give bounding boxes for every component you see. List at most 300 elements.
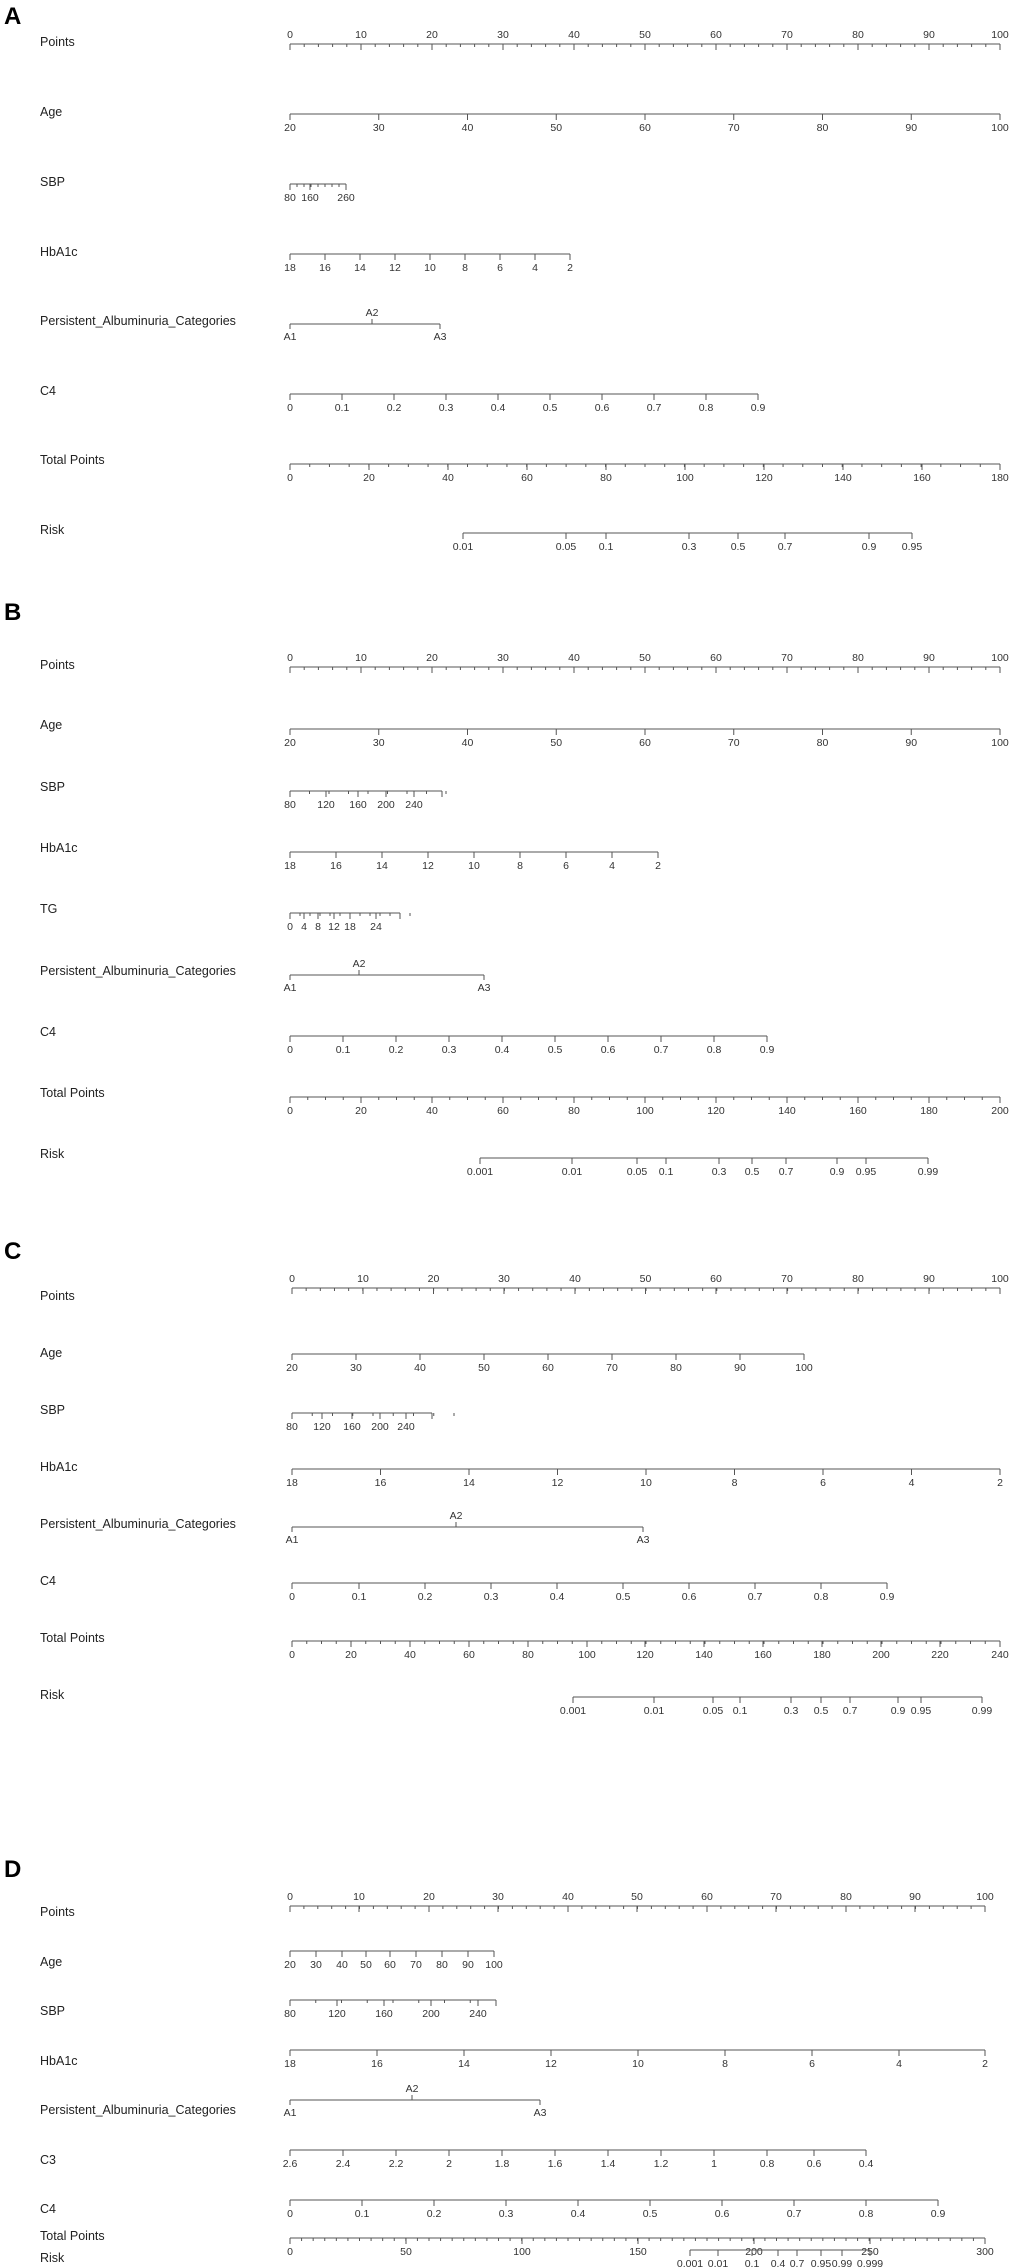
tick-label: 0.99 — [971, 1705, 993, 1717]
tick-label: 120 — [636, 1649, 654, 1661]
tick-label: 0.2 — [426, 2208, 442, 2220]
tick-label: 0.4 — [858, 2158, 874, 2170]
panel-a — [4, 3, 1009, 553]
tick-label: 90 — [462, 1959, 474, 1971]
nomogram-row — [40, 1086, 1009, 1117]
tick-label: A1 — [285, 1534, 299, 1546]
tick-label: 2.4 — [335, 2158, 351, 2170]
tick-label: 40 — [568, 652, 580, 664]
tick-label: 2 — [982, 2058, 988, 2070]
row-label: Points — [40, 1289, 75, 1303]
tick-label: 80 — [284, 799, 296, 811]
tick-label: 0.4 — [770, 2258, 786, 2268]
tick-label: 0.5 — [744, 1166, 760, 1178]
tick-label: 14 — [354, 262, 366, 274]
tick-label: 90 — [923, 652, 935, 664]
nomogram-row — [40, 245, 573, 274]
tick-label: 0.99 — [831, 2258, 853, 2268]
tick-label: 8 — [462, 262, 468, 274]
tick-label: 0.3 — [711, 1166, 727, 1178]
row-label: Persistent_Albuminuria_Categories — [40, 1517, 236, 1531]
tick-label: 6 — [563, 860, 569, 872]
nomogram-row — [40, 29, 1009, 50]
tick-label: 6 — [809, 2058, 815, 2070]
tick-label: 0.9 — [759, 1044, 775, 1056]
tick-label: A2 — [352, 958, 366, 970]
nomogram-row — [40, 1403, 454, 1433]
tick-label: 10 — [424, 262, 436, 274]
tick-label: 220 — [931, 1649, 949, 1661]
panel-letter: B — [4, 599, 22, 626]
row-label: Persistent_Albuminuria_Categories — [40, 314, 236, 328]
tick-label: A1 — [283, 331, 297, 343]
tick-label: 180 — [920, 1105, 938, 1117]
tick-label: 90 — [734, 1362, 746, 1374]
tick-label: 100 — [578, 1649, 596, 1661]
tick-label: 30 — [310, 1959, 322, 1971]
tick-label: 10 — [468, 860, 480, 872]
nomogram-row — [40, 902, 410, 933]
tick-label: 90 — [923, 1273, 935, 1285]
tick-label: 0.2 — [417, 1591, 433, 1603]
tick-label: 1.8 — [494, 2158, 510, 2170]
tick-label: 0.5 — [615, 1591, 631, 1603]
tick-label: 0.7 — [777, 541, 793, 553]
nomogram-row — [40, 1460, 1003, 1489]
nomogram-row — [40, 2200, 945, 2220]
tick-label: 4 — [301, 921, 307, 933]
row-label: HbA1c — [40, 245, 78, 259]
tick-label: A3 — [433, 331, 447, 343]
tick-label: 18 — [284, 860, 296, 872]
nomogram-row — [40, 2229, 994, 2258]
row-label: HbA1c — [40, 841, 78, 855]
tick-label: 18 — [344, 921, 356, 933]
tick-label: 0 — [287, 1044, 293, 1056]
tick-label: 0.4 — [570, 2208, 586, 2220]
tick-label: 80 — [284, 2008, 296, 2020]
tick-label: 0.6 — [681, 1591, 697, 1603]
tick-label: 180 — [813, 1649, 831, 1661]
tick-label: 40 — [414, 1362, 426, 1374]
tick-label: 80 — [852, 1273, 864, 1285]
tick-label: 30 — [492, 1891, 504, 1903]
tick-label: 16 — [374, 1477, 387, 1489]
tick-label: 80 — [284, 192, 296, 204]
tick-label: 0.7 — [646, 402, 662, 414]
row-label: TG — [40, 902, 58, 916]
tick-label: 0.6 — [714, 2208, 730, 2220]
panel-d — [4, 1856, 994, 2268]
tick-label: 18 — [284, 2058, 296, 2070]
row-label: SBP — [40, 175, 66, 189]
tick-label: 120 — [707, 1105, 725, 1117]
tick-label: 10 — [355, 29, 367, 41]
tick-label: 120 — [313, 1421, 331, 1433]
tick-label: 100 — [991, 1273, 1009, 1285]
tick-label: 2 — [997, 1477, 1003, 1489]
tick-label: 40 — [336, 1959, 348, 1971]
tick-label: 0.1 — [354, 2208, 370, 2220]
tick-label: 90 — [905, 737, 918, 749]
tick-label: 70 — [410, 1959, 422, 1971]
tick-label: 0.2 — [386, 402, 402, 414]
tick-label: 30 — [497, 29, 509, 41]
tick-label: 50 — [550, 122, 563, 134]
tick-label: 20 — [284, 737, 296, 749]
tick-label: 0 — [287, 1105, 293, 1117]
panel-letter: C — [4, 1238, 22, 1265]
tick-label: 100 — [991, 737, 1009, 749]
tick-label: 0.9 — [890, 1705, 906, 1717]
tick-label: 14 — [376, 860, 388, 872]
tick-label: 160 — [375, 2008, 393, 2020]
tick-label: 0.95 — [901, 541, 923, 553]
row-label: Risk — [40, 2251, 65, 2265]
tick-label: 0 — [287, 472, 293, 484]
tick-label: 200 — [377, 799, 395, 811]
row-label: Total Points — [40, 453, 105, 467]
tick-label: 0 — [287, 2246, 293, 2258]
tick-label: 0 — [287, 2208, 293, 2220]
row-label: Points — [40, 1905, 75, 1919]
tick-label: 30 — [372, 737, 385, 749]
tick-label: 0.95 — [810, 2258, 832, 2268]
tick-label: 30 — [498, 1273, 510, 1285]
tick-label: A2 — [405, 2083, 419, 2095]
tick-label: 4 — [896, 2058, 902, 2070]
tick-label: 1.6 — [547, 2158, 563, 2170]
tick-label: 40 — [461, 737, 474, 749]
tick-label: 0.3 — [783, 1705, 799, 1717]
tick-label: 100 — [513, 2246, 531, 2258]
nomogram-row — [40, 2083, 547, 2119]
tick-label: 0.4 — [549, 1591, 565, 1603]
nomogram-row — [40, 1510, 650, 1546]
tick-label: 200 — [745, 2246, 763, 2258]
tick-label: 60 — [384, 1959, 396, 1971]
tick-label: 60 — [710, 652, 722, 664]
tick-label: 8 — [722, 2058, 728, 2070]
tick-label: 12 — [389, 262, 401, 274]
tick-label: 10 — [355, 652, 367, 664]
tick-label: 30 — [372, 122, 385, 134]
tick-label: A3 — [636, 1534, 650, 1546]
tick-label: 0.8 — [698, 402, 714, 414]
row-label: Persistent_Albuminuria_Categories — [40, 964, 236, 978]
row-label: C3 — [40, 2153, 56, 2167]
row-label: Persistent_Albuminuria_Categories — [40, 2103, 236, 2117]
tick-label: 0.6 — [594, 402, 610, 414]
row-label: Total Points — [40, 1631, 105, 1645]
nomogram-row — [40, 175, 355, 204]
tick-label: 12 — [551, 1477, 564, 1489]
tick-label: 60 — [639, 737, 651, 749]
tick-label: 50 — [631, 1891, 643, 1903]
panel-c — [4, 1238, 1009, 1717]
tick-label: 10 — [353, 1891, 365, 1903]
tick-label: 70 — [770, 1891, 782, 1903]
tick-label: 30 — [350, 1362, 362, 1374]
tick-label: 70 — [727, 737, 740, 749]
tick-label: 0 — [289, 1273, 295, 1285]
tick-label: 60 — [542, 1362, 554, 1374]
tick-label: 1.2 — [653, 2158, 669, 2170]
tick-label: 2 — [655, 860, 661, 872]
tick-label: 250 — [861, 2246, 879, 2258]
tick-label: 200 — [991, 1105, 1009, 1117]
tick-label: 0.8 — [813, 1591, 829, 1603]
tick-label: 80 — [816, 122, 829, 134]
tick-label: 0.7 — [842, 1705, 858, 1717]
tick-label: 30 — [497, 652, 509, 664]
tick-label: 70 — [781, 652, 793, 664]
row-label: Total Points — [40, 1086, 105, 1100]
tick-label: 18 — [284, 262, 296, 274]
tick-label: 0 — [287, 402, 293, 414]
tick-label: 1 — [711, 2158, 717, 2170]
tick-label: 40 — [442, 472, 454, 484]
tick-label: 160 — [754, 1649, 772, 1661]
tick-label: A2 — [449, 1510, 463, 1522]
tick-label: 0.5 — [547, 1044, 563, 1056]
nomogram-row — [40, 1891, 994, 1919]
row-label: HbA1c — [40, 1460, 78, 1474]
tick-label: 60 — [710, 1273, 722, 1285]
tick-label: 70 — [781, 29, 793, 41]
tick-label: 100 — [991, 652, 1009, 664]
row-label: SBP — [40, 2004, 66, 2018]
tick-label: 2 — [446, 2158, 452, 2170]
tick-label: 20 — [426, 652, 438, 664]
tick-label: 70 — [606, 1362, 618, 1374]
tick-label: 40 — [426, 1105, 438, 1117]
tick-label: 0.1 — [732, 1705, 748, 1717]
tick-label: 160 — [349, 799, 367, 811]
tick-label: 50 — [550, 737, 563, 749]
tick-label: 0.8 — [706, 1044, 722, 1056]
tick-label: 0.01 — [452, 541, 474, 553]
tick-label: 0.9 — [861, 541, 877, 553]
tick-label: 0.7 — [789, 2258, 805, 2268]
tick-label: 0.01 — [707, 2258, 729, 2268]
nomogram-row — [40, 780, 446, 811]
tick-label: 8 — [517, 860, 523, 872]
tick-label: 0.99 — [917, 1166, 939, 1178]
tick-label: 12 — [328, 921, 340, 933]
nomogram-row — [40, 1025, 774, 1056]
tick-label: 0.9 — [930, 2208, 946, 2220]
tick-label: 24 — [370, 921, 382, 933]
tick-label: 50 — [478, 1362, 490, 1374]
tick-label: 14 — [463, 1477, 475, 1489]
nomogram-row — [40, 718, 1009, 749]
tick-label: 300 — [976, 2246, 994, 2258]
tick-label: 0 — [287, 921, 293, 933]
row-label: HbA1c — [40, 2054, 78, 2068]
tick-label: 40 — [404, 1649, 416, 1661]
tick-label: 0.7 — [786, 2208, 802, 2220]
tick-label: 0.8 — [858, 2208, 874, 2220]
tick-label: 4 — [908, 1477, 915, 1489]
tick-label: 0.95 — [855, 1166, 877, 1178]
tick-label: 0 — [287, 29, 293, 41]
tick-label: 10 — [632, 2058, 644, 2070]
tick-label: 50 — [400, 2246, 412, 2258]
tick-label: 4 — [609, 860, 615, 872]
tick-label: 200 — [371, 1421, 389, 1433]
row-label: C4 — [40, 2202, 56, 2216]
tick-label: 0.3 — [441, 1044, 457, 1056]
tick-label: 240 — [469, 2008, 487, 2020]
nomogram-row — [40, 1147, 938, 1178]
tick-label: 0.3 — [483, 1591, 499, 1603]
tick-label: 0.3 — [498, 2208, 514, 2220]
tick-label: 0.9 — [750, 402, 766, 414]
tick-label: 2 — [567, 262, 573, 274]
tick-label: A2 — [365, 307, 379, 319]
tick-label: 200 — [872, 1649, 890, 1661]
tick-label: 120 — [755, 472, 773, 484]
tick-label: 20 — [284, 1959, 296, 1971]
tick-label: 20 — [286, 1362, 298, 1374]
nomogram-row — [40, 1346, 813, 1374]
tick-label: 100 — [991, 29, 1009, 41]
tick-label: 0.001 — [559, 1705, 587, 1717]
row-label: C4 — [40, 1574, 56, 1588]
tick-label: 0.3 — [681, 541, 697, 553]
tick-label: 100 — [795, 1362, 813, 1374]
tick-label: 0.999 — [856, 2258, 884, 2268]
tick-label: 0.95 — [910, 1705, 932, 1717]
tick-label: 18 — [286, 1477, 298, 1489]
panel-b — [4, 599, 1009, 1178]
tick-label: 100 — [636, 1105, 654, 1117]
nomogram-row — [40, 652, 1009, 673]
tick-label: 120 — [317, 799, 335, 811]
tick-label: 80 — [522, 1649, 534, 1661]
tick-label: 0.05 — [626, 1166, 648, 1178]
tick-label: 0.05 — [702, 1705, 724, 1717]
row-label: SBP — [40, 780, 66, 794]
panel-letter: A — [4, 3, 22, 30]
tick-label: 50 — [360, 1959, 372, 1971]
tick-label: 1.4 — [600, 2158, 616, 2170]
tick-label: 20 — [345, 1649, 357, 1661]
tick-label: 70 — [781, 1273, 793, 1285]
tick-label: 14 — [458, 2058, 470, 2070]
tick-label: 160 — [849, 1105, 867, 1117]
tick-label: 0.1 — [335, 1044, 351, 1056]
tick-label: 0.1 — [658, 1166, 674, 1178]
nomogram-row — [40, 2150, 873, 2170]
tick-label: 0.01 — [643, 1705, 665, 1717]
tick-label: 90 — [905, 122, 918, 134]
nomogram-row — [40, 841, 661, 872]
tick-label: 0.9 — [829, 1166, 845, 1178]
tick-label: 0.3 — [438, 402, 454, 414]
nomogram-row — [40, 1951, 503, 1971]
tick-label: 40 — [568, 29, 580, 41]
nomogram-row — [40, 1273, 1009, 1303]
tick-label: 60 — [701, 1891, 713, 1903]
tick-label: 60 — [710, 29, 722, 41]
tick-label: 0.001 — [466, 1166, 494, 1178]
tick-label: 0.7 — [778, 1166, 794, 1178]
nomogram-row — [40, 384, 765, 414]
row-label: Risk — [40, 1147, 65, 1161]
row-label: Age — [40, 1346, 63, 1360]
tick-label: 0.5 — [542, 402, 558, 414]
tick-label: 20 — [363, 472, 375, 484]
nomogram-row — [40, 1688, 992, 1717]
tick-label: 260 — [337, 192, 355, 204]
tick-label: 16 — [330, 860, 342, 872]
tick-label: A1 — [283, 2107, 297, 2119]
tick-label: 60 — [497, 1105, 509, 1117]
tick-label: 2.6 — [282, 2158, 298, 2170]
nomogram-row — [40, 1574, 894, 1603]
tick-label: 60 — [521, 472, 533, 484]
tick-label: 160 — [343, 1421, 361, 1433]
tick-label: 0.001 — [676, 2258, 704, 2268]
tick-label: 0 — [289, 1591, 295, 1603]
tick-label: 100 — [976, 1891, 994, 1903]
tick-label: 0.8 — [759, 2158, 775, 2170]
tick-label: 0.5 — [813, 1705, 829, 1717]
tick-label: 80 — [436, 1959, 448, 1971]
tick-label: 100 — [676, 472, 694, 484]
tick-label: 4 — [532, 262, 538, 274]
tick-label: 140 — [778, 1105, 796, 1117]
tick-label: 6 — [820, 1477, 826, 1489]
row-label: Risk — [40, 523, 65, 537]
tick-label: 16 — [371, 2058, 383, 2070]
tick-label: 0.7 — [747, 1591, 763, 1603]
tick-label: 80 — [816, 737, 829, 749]
tick-label: 0.5 — [642, 2208, 658, 2220]
tick-label: 80 — [840, 1891, 852, 1903]
tick-label: 70 — [727, 122, 740, 134]
tick-label: 0.01 — [561, 1166, 583, 1178]
tick-label: 100 — [485, 1959, 503, 1971]
row-label: Points — [40, 658, 75, 672]
tick-label: 120 — [328, 2008, 346, 2020]
tick-label: 80 — [568, 1105, 580, 1117]
nomogram-row — [40, 307, 447, 343]
tick-label: 140 — [834, 472, 852, 484]
tick-label: 0 — [287, 652, 293, 664]
tick-label: 50 — [639, 29, 651, 41]
tick-label: 80 — [852, 652, 864, 664]
tick-label: 20 — [427, 1273, 440, 1285]
panel-letter: D — [4, 1856, 22, 1883]
nomogram-row — [40, 2000, 496, 2020]
nomogram-row — [40, 453, 1009, 484]
tick-label: 80 — [670, 1362, 682, 1374]
tick-label: A3 — [477, 982, 491, 994]
nomogram-row — [40, 2050, 988, 2070]
nomogram-row — [40, 105, 1009, 134]
tick-label: 12 — [545, 2058, 557, 2070]
tick-label: 80 — [286, 1421, 298, 1433]
tick-label: 0.5 — [730, 541, 746, 553]
tick-label: 200 — [422, 2008, 440, 2020]
tick-label: 0.6 — [806, 2158, 822, 2170]
tick-label: 20 — [355, 1105, 367, 1117]
tick-label: 80 — [852, 29, 864, 41]
tick-label: 10 — [640, 1477, 652, 1489]
